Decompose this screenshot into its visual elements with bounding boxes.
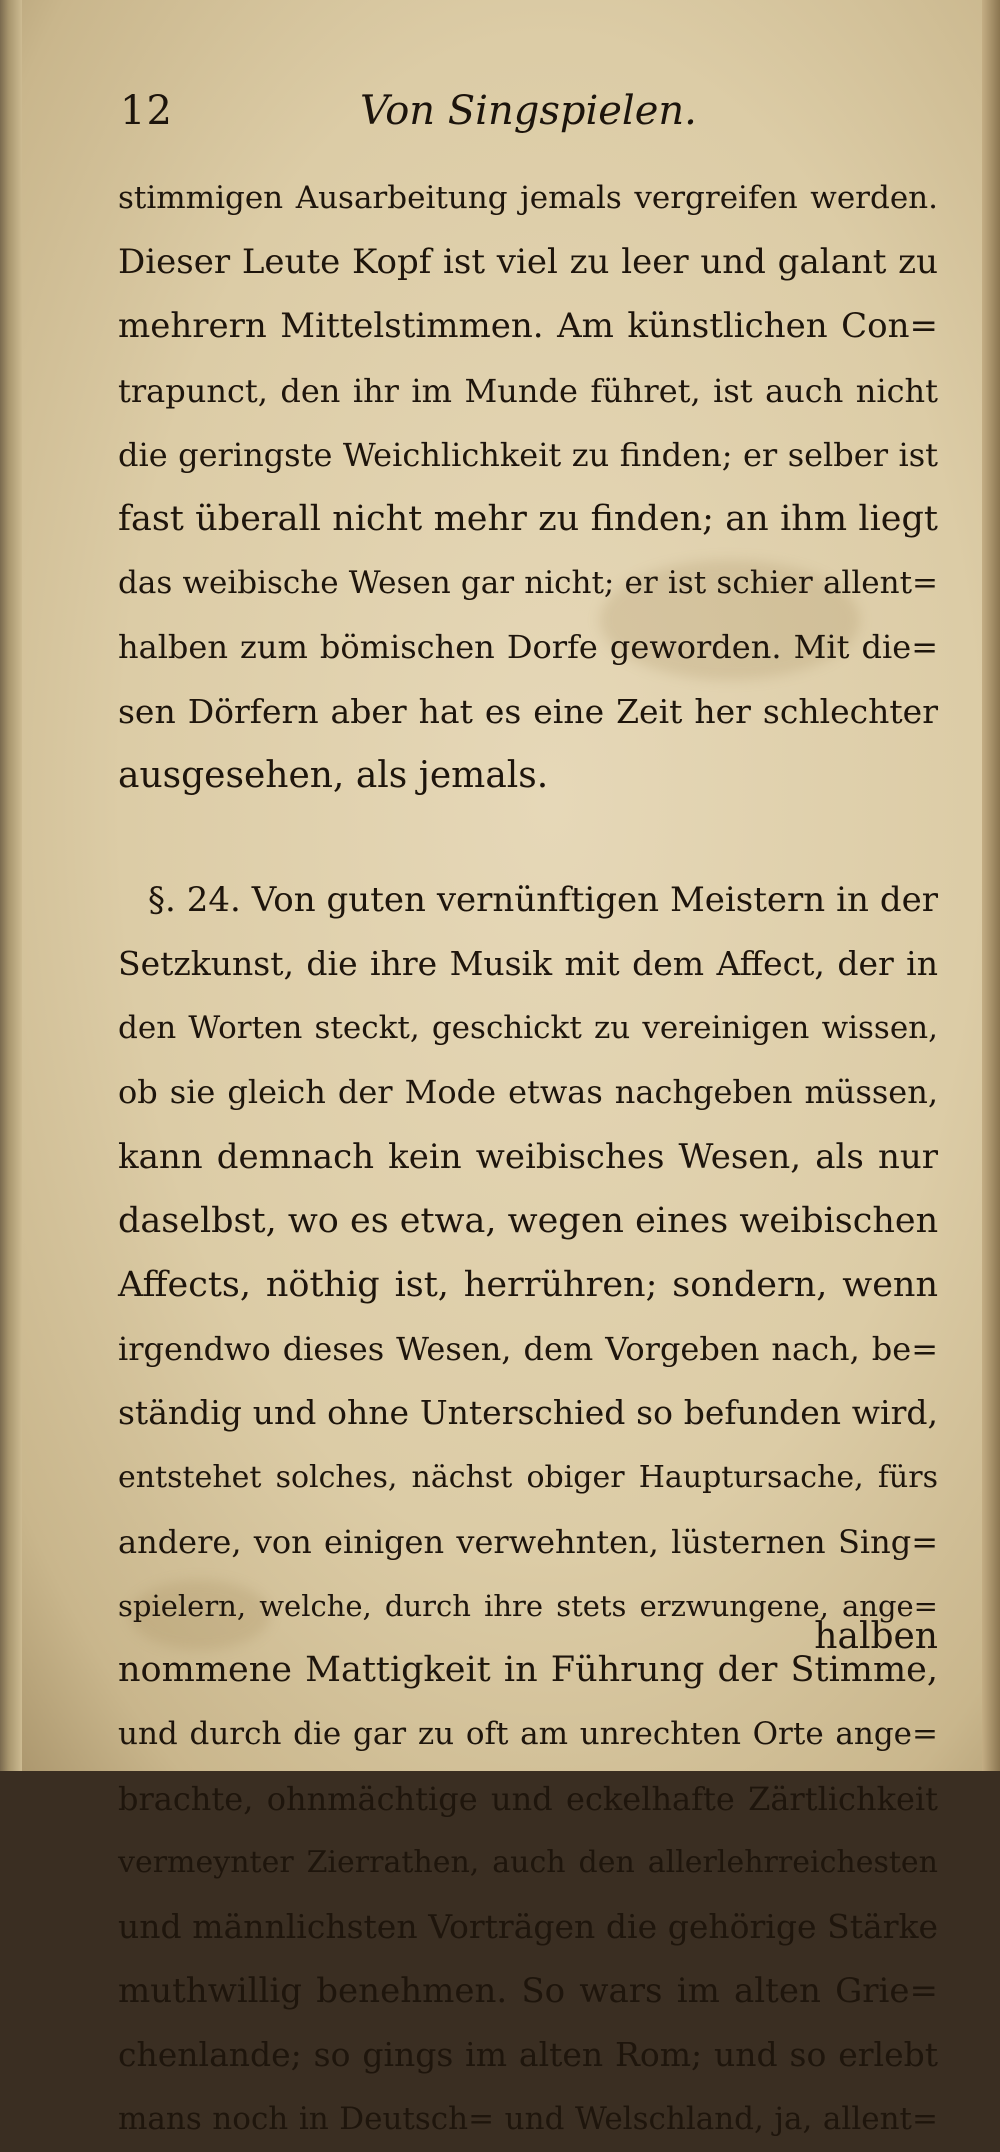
- text-line: chenlande; so gings im alten Rom; und so erlebt: [118, 2035, 938, 2075]
- text-line: ausgesehen, als jemals.: [118, 754, 549, 796]
- paragraph: [118, 868, 938, 2152]
- text-line: fast überall nicht mehr zu finden; an ihm liegt: [118, 498, 938, 539]
- text-line: stimmigen Ausarbeitung jemals vergreifen werden.: [118, 180, 938, 216]
- text-line: ob sie gleich der Mode etwas nachgeben müssen,: [118, 1073, 938, 1112]
- text-line: andere, von einigen verwehnten, lüsternen Sing=: [118, 1522, 938, 1561]
- text-line: §. 24. Von guten vernünftigen Meistern in der: [148, 879, 938, 920]
- text-line: vermeynter Zierrathen, auch den allerlehrreichesten: [118, 1844, 938, 1880]
- page-number: 12: [120, 88, 173, 134]
- page-gutter-edge: [0, 0, 22, 1771]
- text-line: Affects, nöthig ist, herrühren; sondern, wenn: [118, 1265, 938, 1305]
- text-line: spielern, welche, durch ihre stets erzwungene, ange=: [118, 1588, 938, 1623]
- text-line: sen Dörfern aber hat es eine Zeit her schlechter: [118, 691, 938, 731]
- page-outer-edge: [982, 0, 1000, 1771]
- paragraph: [118, 166, 938, 808]
- text-line: Setzkunst, die ihre Musik mit dem Affect, der in: [118, 944, 938, 984]
- text-line: mans noch in Deutsch= und Welschland, ja, allent=: [118, 2101, 938, 2138]
- catchword: halben: [814, 1616, 938, 1657]
- text-line: brachte, ohnmächtige und eckelhafte Zärtlichkeit: [118, 1779, 938, 1818]
- text-line: die geringste Weichlichkeit zu finden; er selber ist: [118, 435, 938, 474]
- text-line: trapunct, den ihr im Munde führet, ist auch nicht: [118, 371, 938, 410]
- text-line: und durch die gar zu oft am unrechten Orte ange=: [118, 1716, 938, 1753]
- text-line: halben zum bömischen Dorfe geworden. Mit die=: [118, 628, 938, 667]
- text-line: irgendwo dieses Wesen, dem Vorgeben nach, be=: [118, 1330, 938, 1369]
- text-line: das weibische Wesen gar nicht; er ist schier allent=: [118, 565, 938, 602]
- text-line: mehrern Mittelstimmen. Am künstlichen Con=: [118, 306, 938, 347]
- running-head: Von Singspielen.: [360, 88, 697, 134]
- text-line: muthwillig benehmen. So wars im alten Grie=: [118, 1971, 938, 2012]
- text-line: kann demnach kein weibisches Wesen, als nur: [118, 1136, 938, 1177]
- paragraph-gap: [118, 808, 938, 868]
- page-header: [120, 88, 940, 148]
- body-text: [118, 166, 938, 2152]
- text-line: daselbst, wo es etwa, wegen eines weibischen: [118, 1200, 939, 1241]
- text-line: den Worten steckt, geschickt zu vereinigen wissen,: [118, 1010, 938, 1047]
- text-line: und männlichsten Vorträgen die gehörige Stärke: [118, 1906, 938, 1946]
- text-line: Dieser Leute Kopf ist viel zu leer und galant zu: [118, 242, 938, 283]
- text-line: ständig und ohne Unterschied so befunden wird,: [118, 1393, 938, 1433]
- text-line: entstehet solches, nächst obiger Hauptursache, fürs: [118, 1459, 938, 1495]
- text-line: nommene Mattigkeit in Führung der Stimme,: [118, 1650, 938, 1691]
